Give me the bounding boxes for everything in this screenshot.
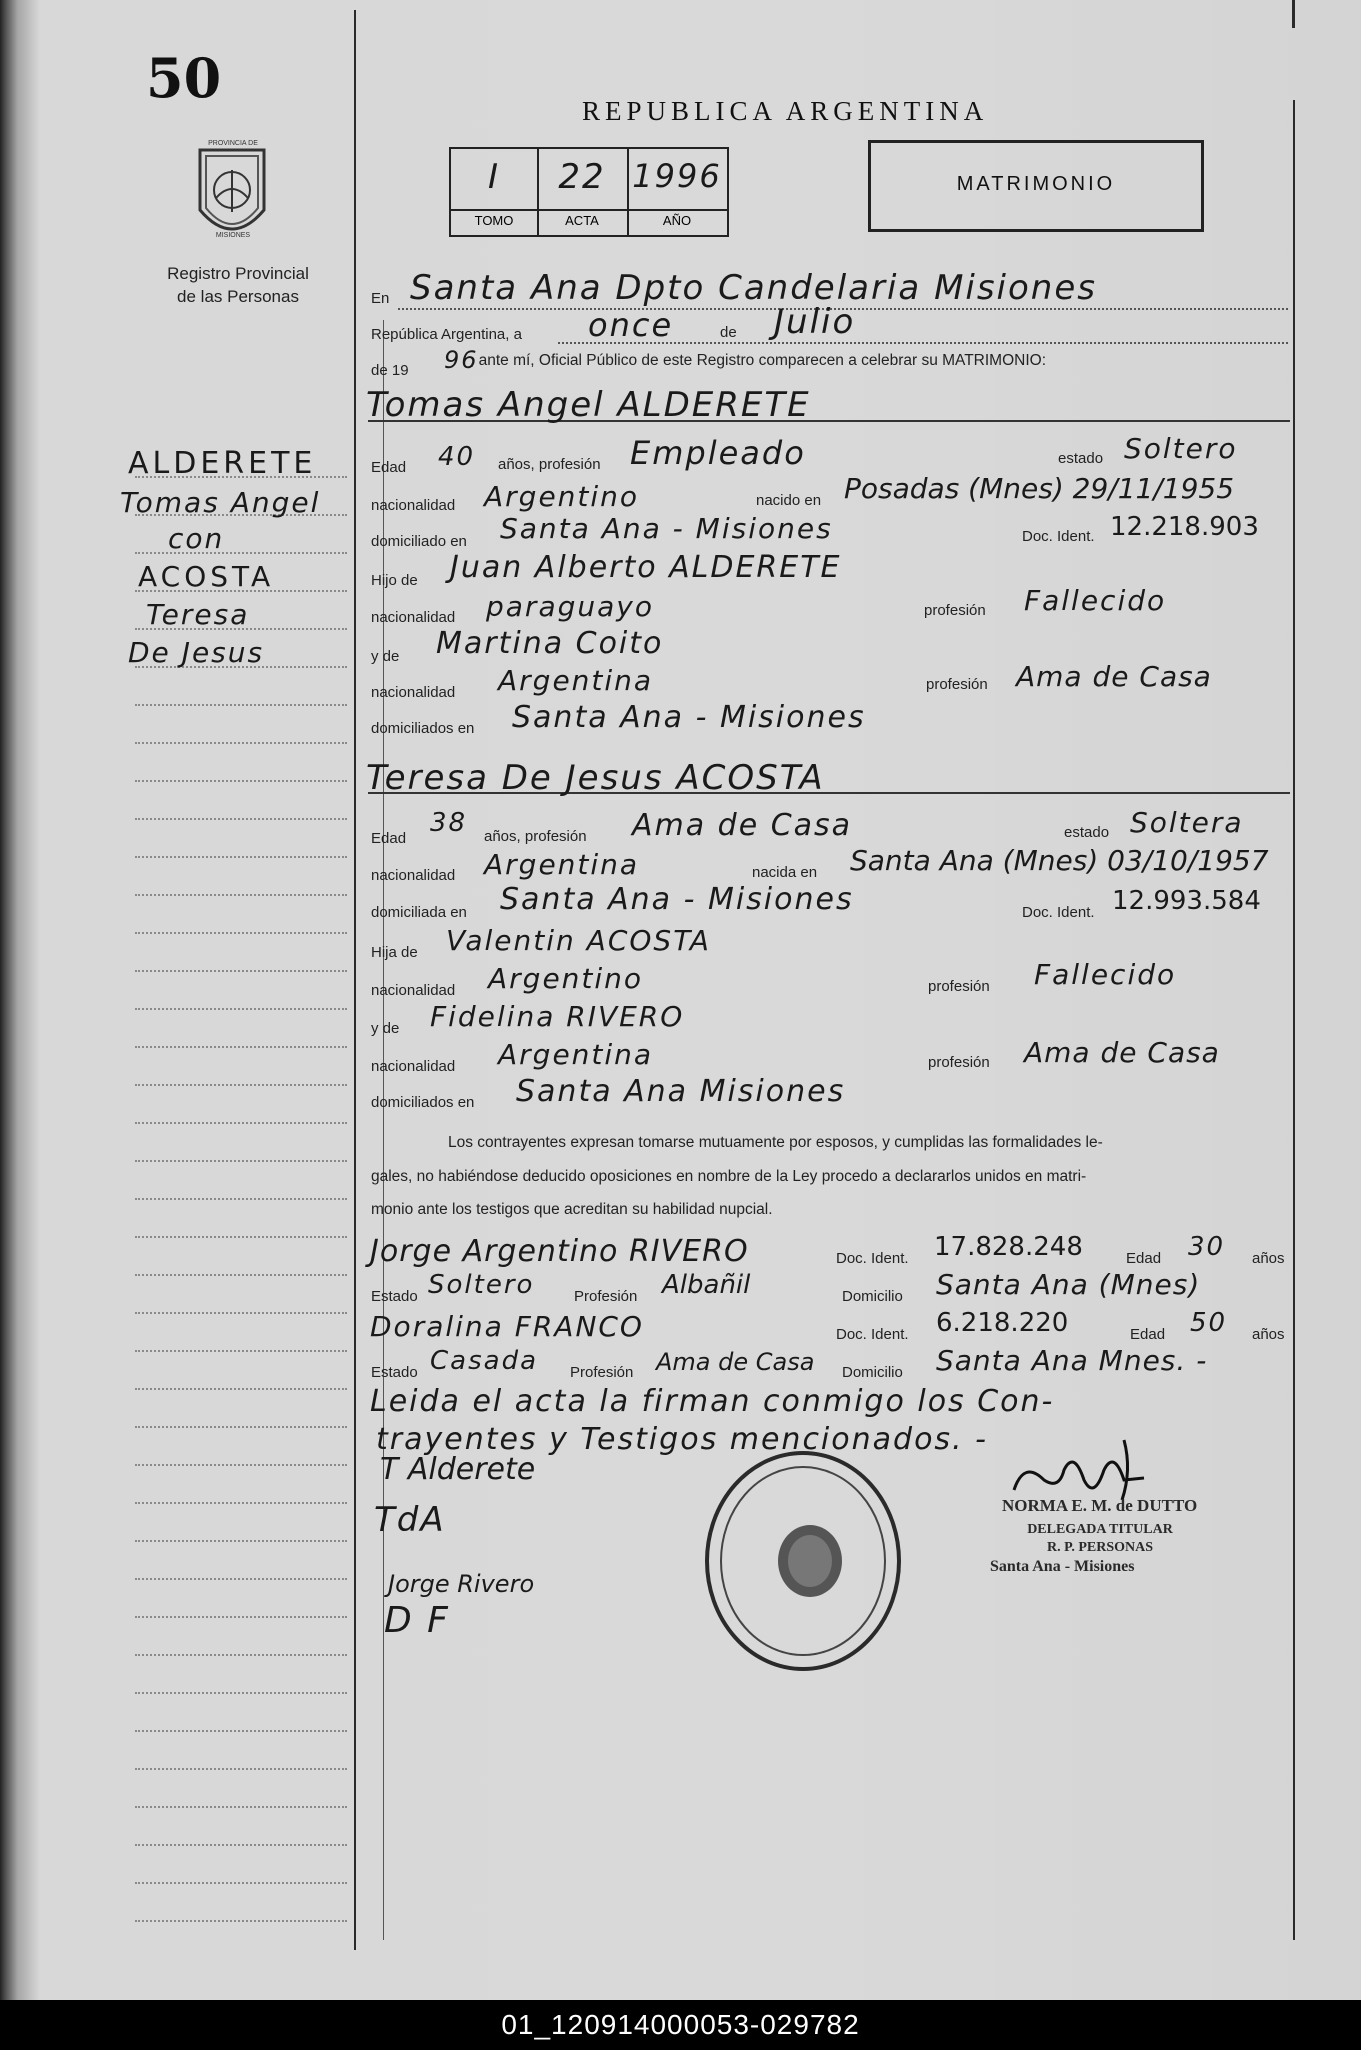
legal-text-3: monio ante los testigos que acreditan su habilidad nupcial. bbox=[371, 1201, 773, 1218]
groom-doc: 12.218.903 bbox=[1110, 512, 1259, 542]
top-tick bbox=[1292, 0, 1295, 28]
margin-note-2: Tomas Angel bbox=[120, 486, 321, 519]
signature-groom: T Alderete bbox=[380, 1452, 536, 1487]
witness1-age: 30 bbox=[1188, 1232, 1226, 1262]
registry-name: Registro Provincial de las Personas bbox=[167, 264, 309, 306]
bride-mother: Fidelina RIVERO bbox=[430, 1000, 685, 1033]
groom-father-nac-label: nacionalidad bbox=[371, 609, 456, 626]
margin-rule-line bbox=[135, 1464, 347, 1466]
margin-rule-line bbox=[135, 1122, 347, 1124]
witness2-estado: Casada bbox=[430, 1346, 539, 1376]
groom-domicile: Santa Ana - Misiones bbox=[500, 512, 833, 545]
bride-age: 38 bbox=[430, 808, 468, 838]
official-stamp-line3: R. P. PERSONAS bbox=[1046, 1540, 1154, 1555]
margin-rule-line bbox=[135, 1350, 347, 1352]
bride-parents-domicile: Santa Ana Misiones bbox=[516, 1074, 846, 1109]
page-number: 50 bbox=[146, 46, 222, 110]
groom-name: Tomas Angel ALDERETE bbox=[366, 385, 811, 425]
groom-estado-label: estado bbox=[1058, 450, 1104, 467]
groom-father: Juan Alberto ALDERETE bbox=[450, 550, 842, 585]
witness2-estado-label: Estado bbox=[371, 1364, 418, 1381]
groom-doms-label: domiciliados en bbox=[371, 720, 475, 737]
groom-mother-prof-label: profesión bbox=[926, 676, 988, 693]
bride-anos-prof-label: años, profesión bbox=[484, 828, 587, 845]
bride-estado-label: estado bbox=[1064, 824, 1110, 841]
margin-note-3: con bbox=[168, 522, 225, 555]
legal-text-1: Los contrayentes expresan tomarse mutuamente por esposos, y cumplidas las formalidades le- bbox=[448, 1134, 1103, 1151]
de-label: de bbox=[720, 324, 737, 341]
margin-rule-line bbox=[135, 1236, 347, 1238]
margin-rule-line bbox=[135, 1312, 347, 1314]
bride-mother-nationality: Argentina bbox=[498, 1038, 654, 1071]
bride-hija-label: Hija de bbox=[371, 944, 418, 961]
groom-estado: Soltero bbox=[1124, 432, 1238, 465]
groom-father-profession: Fallecido bbox=[1024, 584, 1167, 617]
margin-note-4: ACOSTA bbox=[138, 560, 275, 593]
groom-parents-domicile: Santa Ana - Misiones bbox=[512, 700, 866, 735]
margin-rule-line bbox=[135, 1616, 347, 1618]
groom-profession: Empleado bbox=[630, 434, 806, 472]
margin-rule-line bbox=[135, 1008, 347, 1010]
signature-witness2: D F bbox=[384, 1600, 450, 1641]
bride-father-profession: Fallecido bbox=[1034, 958, 1177, 991]
bride-dom-label: domiciliada en bbox=[371, 904, 467, 921]
margin-rule-line bbox=[135, 1274, 347, 1276]
margin-rule-line bbox=[135, 818, 347, 820]
groom-mother: Martina Coito bbox=[436, 626, 664, 661]
groom-mother-nac-label: nacionalidad bbox=[371, 684, 456, 701]
margin-rule-line bbox=[135, 1806, 347, 1808]
margin-rule-line bbox=[135, 1730, 347, 1732]
country-title: REPUBLICA ARGENTINA bbox=[582, 96, 989, 126]
margin-rule-line bbox=[135, 970, 347, 972]
bride-nationality: Argentina bbox=[484, 848, 640, 881]
margin-rule-line bbox=[135, 1692, 347, 1694]
groom-dom-label: domiciliado en bbox=[371, 533, 467, 550]
bride-father-nac-label: nacionalidad bbox=[371, 982, 456, 999]
groom-anos-prof-label: años, profesión bbox=[498, 456, 601, 473]
intro-statement: , ante mí, Oficial Público de este Registro comparecen a celebrar su MATRIMONIO: bbox=[470, 352, 1047, 369]
year-suffix: 96 bbox=[444, 346, 479, 374]
margin-rule-line bbox=[135, 1540, 347, 1542]
seal-text-top: PROVINCIA DE bbox=[208, 140, 258, 147]
en-label: En bbox=[371, 290, 390, 307]
margin-note-6: De Jesus bbox=[128, 636, 265, 669]
bride-profession: Ama de Casa bbox=[632, 808, 853, 843]
witness2-doc: 6.218.220 bbox=[936, 1308, 1069, 1338]
margin-rule-line bbox=[135, 1160, 347, 1162]
witness1-estado-label: Estado bbox=[371, 1288, 418, 1305]
republica-label: República Argentina, a bbox=[371, 326, 522, 343]
groom-mother-profession: Ama de Casa bbox=[1016, 660, 1212, 693]
bride-estado: Soltera bbox=[1130, 806, 1244, 839]
groom-yde-label: y de bbox=[371, 648, 400, 665]
witness1-anos-label: años bbox=[1252, 1250, 1285, 1267]
tomo-label: TOMO bbox=[474, 213, 514, 228]
round-official-stamp-icon bbox=[700, 1446, 906, 1676]
record-type-box bbox=[868, 140, 1204, 232]
groom-birthplace: Posadas (Mnes) 29/11/1955 bbox=[844, 472, 1235, 505]
place: Santa Ana Dpto Candelaria Misiones bbox=[410, 268, 1097, 308]
bride-father-nationality: Argentino bbox=[488, 962, 644, 995]
closing-line-1: Leida el acta la firman conmigo los Con- bbox=[370, 1384, 1055, 1419]
margin-rule-line bbox=[135, 742, 347, 744]
ano-label: AÑO bbox=[662, 213, 692, 228]
margin-rule-line bbox=[135, 1388, 347, 1390]
ano-value: 1996 bbox=[632, 157, 722, 195]
witness2-edad-label: Edad bbox=[1130, 1326, 1166, 1343]
seal-text-bottom: MISIONES bbox=[215, 232, 251, 239]
groom-nationality: Argentino bbox=[484, 480, 640, 513]
month: Julio bbox=[774, 302, 856, 342]
witness2-anos-label: años bbox=[1252, 1326, 1285, 1343]
official-stamp-line1: NORMA E. M. de DUTTO bbox=[1002, 1496, 1198, 1515]
inner-margin-rule bbox=[383, 320, 384, 1940]
closing-line-2: trayentes y Testigos mencionados. - bbox=[376, 1422, 988, 1457]
acta-value: 22 bbox=[558, 157, 606, 197]
margin-rule bbox=[354, 10, 356, 1950]
margin-rule-line bbox=[135, 1844, 347, 1846]
groom-nacido-label: nacido en bbox=[756, 492, 822, 509]
witness1-profession: Albañil bbox=[662, 1270, 751, 1300]
bride-mother-prof-label: profesión bbox=[928, 1054, 990, 1071]
archive-id: 01_120914000053-029782 bbox=[501, 2009, 860, 2040]
acta-label: ACTA bbox=[565, 213, 599, 228]
archive-id-bar bbox=[0, 2000, 1361, 2050]
tomo-value: I bbox=[487, 157, 501, 197]
margin-rule-line bbox=[135, 1654, 347, 1656]
margin-note-5: Teresa bbox=[146, 598, 250, 631]
witness1-dom-label: Domicilio bbox=[842, 1288, 903, 1305]
bride-name: Teresa De Jesus ACOSTA bbox=[366, 758, 825, 798]
margin-rule-line bbox=[135, 856, 347, 858]
witness2-doc-label: Doc. Ident. bbox=[836, 1326, 909, 1343]
margin-rule-line bbox=[135, 1502, 347, 1504]
witness1-domicile: Santa Ana (Mnes) bbox=[936, 1268, 1201, 1301]
margin-rule-line bbox=[135, 704, 347, 706]
witness1-prof-label: Profesión bbox=[574, 1288, 638, 1305]
bride-edad-label: Edad bbox=[371, 830, 407, 847]
bride-father: Valentin ACOSTA bbox=[446, 924, 711, 957]
witness1-doc-label: Doc. Ident. bbox=[836, 1250, 909, 1267]
bride-nacida-label: nacida en bbox=[752, 864, 818, 881]
official-stamp-line4: Santa Ana - Misiones bbox=[990, 1558, 1135, 1575]
bride-mother-profession: Ama de Casa bbox=[1024, 1036, 1220, 1069]
book-binding-edge bbox=[0, 0, 40, 2000]
groom-father-prof-label: profesión bbox=[924, 602, 986, 619]
bride-mother-nac-label: nacionalidad bbox=[371, 1058, 456, 1075]
margin-rule-line bbox=[135, 894, 347, 896]
groom-father-nationality: paraguayo bbox=[486, 590, 654, 623]
margin-rule-line bbox=[135, 932, 347, 934]
margin-rule-line bbox=[135, 780, 347, 782]
groom-edad-label: Edad bbox=[371, 459, 407, 476]
bride-nac-label: nacionalidad bbox=[371, 867, 456, 884]
witness2-age: 50 bbox=[1190, 1308, 1228, 1338]
witness2-dom-label: Domicilio bbox=[842, 1364, 903, 1381]
groom-doc-label: Doc. Ident. bbox=[1022, 528, 1095, 545]
witness2-domicile: Santa Ana Mnes. - bbox=[936, 1344, 1208, 1377]
margin-rule-line bbox=[135, 1046, 347, 1048]
margin-rule-line bbox=[135, 1084, 347, 1086]
record-type: MATRIMONIO bbox=[956, 173, 1116, 195]
signature-witness1: Jorge Rivero bbox=[388, 1570, 535, 1598]
bride-domicile: Santa Ana - Misiones bbox=[500, 882, 854, 917]
margin-rule-line bbox=[135, 1578, 347, 1580]
groom-nac-label: nacionalidad bbox=[371, 497, 456, 514]
margin-rule-line bbox=[135, 552, 347, 554]
right-rule bbox=[1293, 100, 1295, 1940]
witness1-estado: Soltero bbox=[428, 1270, 535, 1300]
margin-note-1: ALDERETE bbox=[128, 446, 317, 481]
legal-text-2: gales, no habiéndose deducido oposiciones en nombre de la Ley procedo a declararlos unidos en matri- bbox=[371, 1168, 1087, 1185]
bride-yde-label: y de bbox=[371, 1020, 400, 1037]
witness2-name: Doralina FRANCO bbox=[370, 1310, 644, 1343]
bride-father-prof-label: profesión bbox=[928, 978, 990, 995]
margin-rule-line bbox=[135, 1768, 347, 1770]
day: once bbox=[588, 306, 674, 344]
witness2-prof-label: Profesión bbox=[570, 1364, 634, 1381]
bride-doms-label: domiciliados en bbox=[371, 1094, 475, 1111]
witness1-doc: 17.828.248 bbox=[934, 1232, 1083, 1262]
groom-hijo-label: Hijo de bbox=[371, 572, 418, 589]
bride-doc-label: Doc. Ident. bbox=[1022, 904, 1095, 921]
margin-rule-line bbox=[135, 1198, 347, 1200]
margin-rule-line bbox=[135, 1882, 347, 1884]
witness1-name: Jorge Argentino RIVERO bbox=[370, 1234, 749, 1269]
official-stamp-line2: DELEGADA TITULAR bbox=[1027, 1522, 1173, 1537]
bride-doc: 12.993.584 bbox=[1112, 886, 1261, 916]
witness2-profession: Ama de Casa bbox=[656, 1348, 815, 1376]
witness1-edad-label: Edad bbox=[1126, 1250, 1162, 1267]
margin-rule-line bbox=[135, 1920, 347, 1922]
year-prefix: de 19 bbox=[371, 362, 409, 379]
signature-bride: TdA bbox=[374, 1500, 446, 1540]
margin-rule-line bbox=[135, 1426, 347, 1428]
bride-birthplace: Santa Ana (Mnes) 03/10/1957 bbox=[850, 844, 1269, 877]
groom-mother-nationality: Argentina bbox=[498, 664, 654, 697]
groom-age: 40 bbox=[438, 442, 476, 472]
tomo-acta-ano-box bbox=[449, 147, 729, 237]
